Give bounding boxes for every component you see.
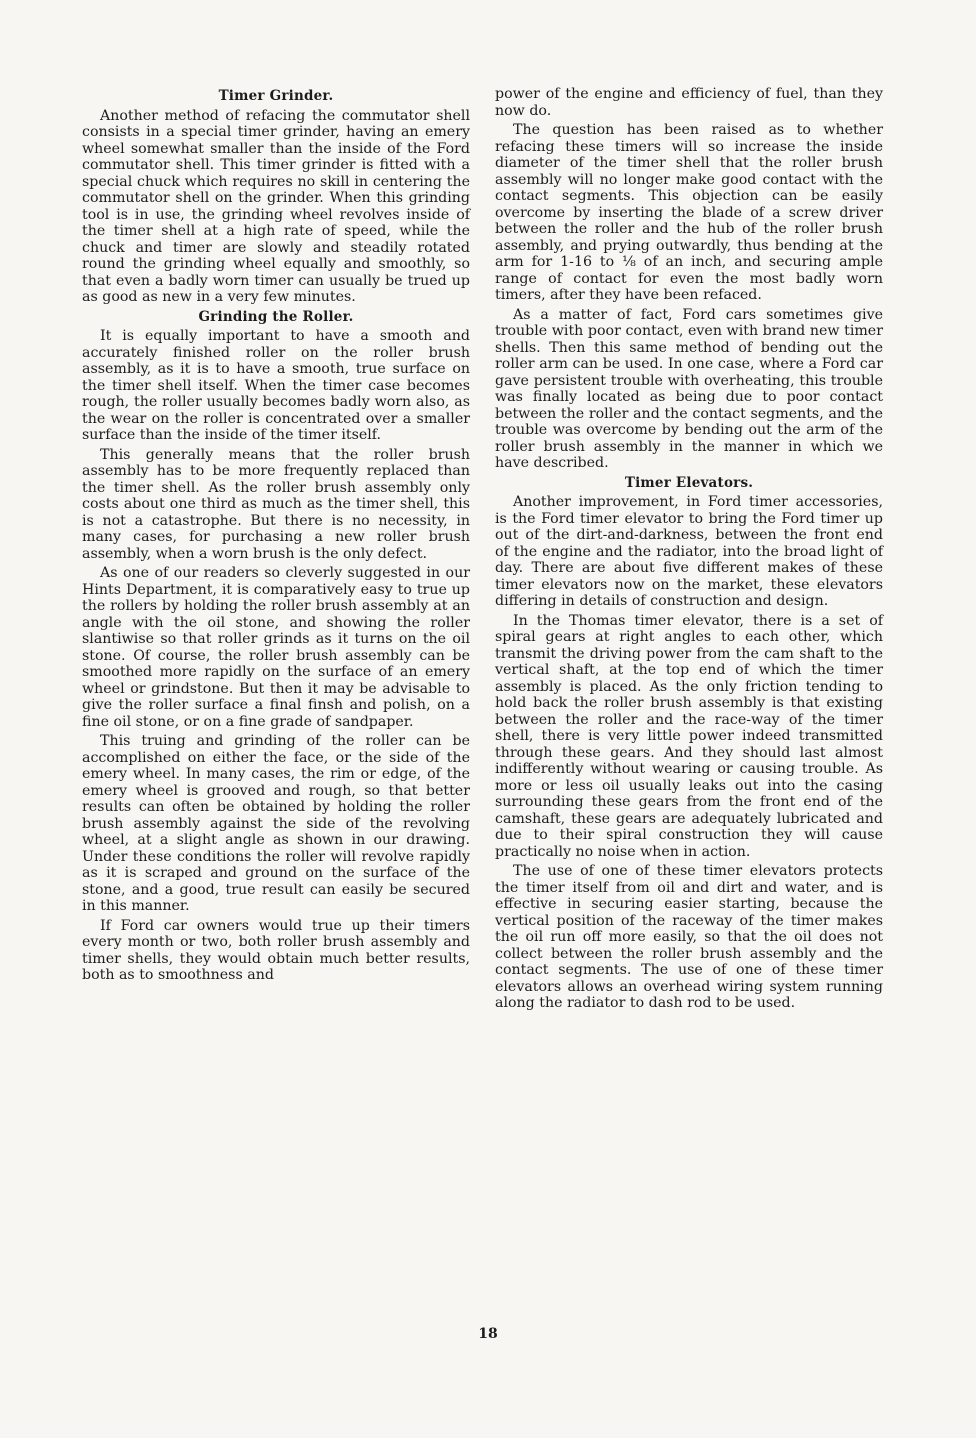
paragraph: The question has been raised as to whether refacing these timers will so increase the inside diameter of the timer shell that the roller brush assembly will no longer make good contact with the contact segments. This objection can be easily overcome by inserting the blade of a screw driver between the roller and the hub of the roller brush assembly, and prying outwardly, thus bending at the arm for 1-16 to ⅛ of an inch, and securing ample range of contact for even the most badly worn timers, after they have been refaced. (495, 122, 883, 303)
section-heading-timer-elevators: Timer Elevators. (624, 474, 754, 491)
section-heading-grinding-roller: Grinding the Roller. (198, 308, 354, 325)
paragraph: As a matter of fact, Ford cars sometimes give trouble with poor contact, even with brand new timer shells. Then this same method of bending out the roller arm can be used. In one case, where a Ford car gave persistent trouble with overheating, this trouble was finally located as being due to poor contact between the roller and the contact segments, and the trouble was overcome by bending out the arm of the roller brush assembly in the manner in which we have described. (495, 306, 883, 471)
left-column (82, 86, 470, 987)
paragraph: It is equally important to have a smooth and accurately finished roller on the roller brush assembly, as it is to have a smooth, true surface on the timer shell itself. When the timer case becomes rough, the roller usually becomes badly worn also, as the wear on the roller is concentrated over a smaller surface than the inside of the timer itself. (82, 328, 470, 443)
page-number: 18 (478, 1326, 498, 1342)
paragraph: Another method of refacing the commutator shell consists in a special timer grinder, having an emery wheel somewhat smaller than the inside of the Ford commutator shell. This timer grinder is fitted with a special chuck which requires no skill in centering the commutator shell on the grinder. When this grinding tool is in use, the grinding wheel revolves inside of the timer shell at a high rate of speed, while the chuck and timer are slowly and steadily rotated round the grinding wheel equally and smoothly, so that even a badly worn timer can usually be trued up as good as new in a very few minutes. (82, 107, 470, 305)
section-heading-timer-grinder: Timer Grinder. (218, 88, 334, 104)
paragraph: As one of our readers so cleverly suggested in our Hints Department, it is comparatively easy to true up the rollers by holding the roller brush assembly at an angle with the oil stone, and showing the roller slantiwise so that roller grinds as it turns on the oil stone. Of course, the roller brush assembly can be smoothed more rapidly on the surface of an emery wheel or grindstone. But then it may be advisable to give the roller surface a final finsh and polish, on a fine oil stone, or on a fine grade of sandpaper. (82, 565, 470, 730)
paragraph-continued: power of the engine and efficiency of fuel, than they now do. (495, 86, 883, 119)
paragraph: This generally means that the roller brush assembly has to be more frequently replaced than the timer shell. As the roller brush assembly only costs about one third as much as the timer shell, this is not a catastrophe. But there is no necessity, in many cases, for purchasing a new roller brush assembly, when a worn brush is the only defect. (82, 446, 470, 562)
paragraph: If Ford car owners would true up their timers every month or two, both roller brush assembly and timer shells, they would obtain much better results, both as to smoothness and (82, 917, 470, 983)
right-column (495, 86, 883, 1015)
paragraph: This truing and grinding of the roller can be accomplished on either the face, or the side of the emery wheel. In many cases, the rim or edge, of the emery wheel is grooved and rough, so that better results can often be obtained by holding the roller brush assembly against the side of the revolving wheel, at a slight angle as shown in our drawing. Under these conditions the roller will revolve rapidly as it is scraped and ground on the surface of the stone, and a good, true result can easily be secured in this manner. (82, 733, 470, 914)
paragraph: Another improvement, in Ford timer accessories, is the Ford timer elevator to bring the Ford timer up out of the dirt-and-darkness, between the front end of the engine and the radiator, into the broad light of day. There are about five different makes of these timer elevators now on the market, these elevators differing in details of construction and design. (495, 494, 883, 609)
paragraph: The use of one of these timer elevators protects the timer itself from oil and dirt and water, and is effective in securing easier starting, because the vertical position of the raceway of the timer makes the oil run off more easily, so that the oil does not collect between the roller brush assembly and the contact segments. The use of one of these timer elevators allows an overhead wiring system running along the radiator to dash rod to be used. (495, 863, 883, 1011)
paragraph: In the Thomas timer elevator, there is a set of spiral gears at right angles to each other, which transmit the driving power from the cam shaft to the vertical shaft, at the top end of which the timer assembly is placed. As the only friction tending to hold back the roller brush assembly is that existing between the roller and the race-way of the timer shell, there is very little power indeed transmitted through these gears. And they should last almost indifferently without wearing or causing trouble. As more or less oil usually leaks out into the casing surrounding these gears from the front end of the camshaft, these gears are adequately lubricated and due to their spiral construction they will cause practically no noise when in action. (495, 612, 883, 860)
